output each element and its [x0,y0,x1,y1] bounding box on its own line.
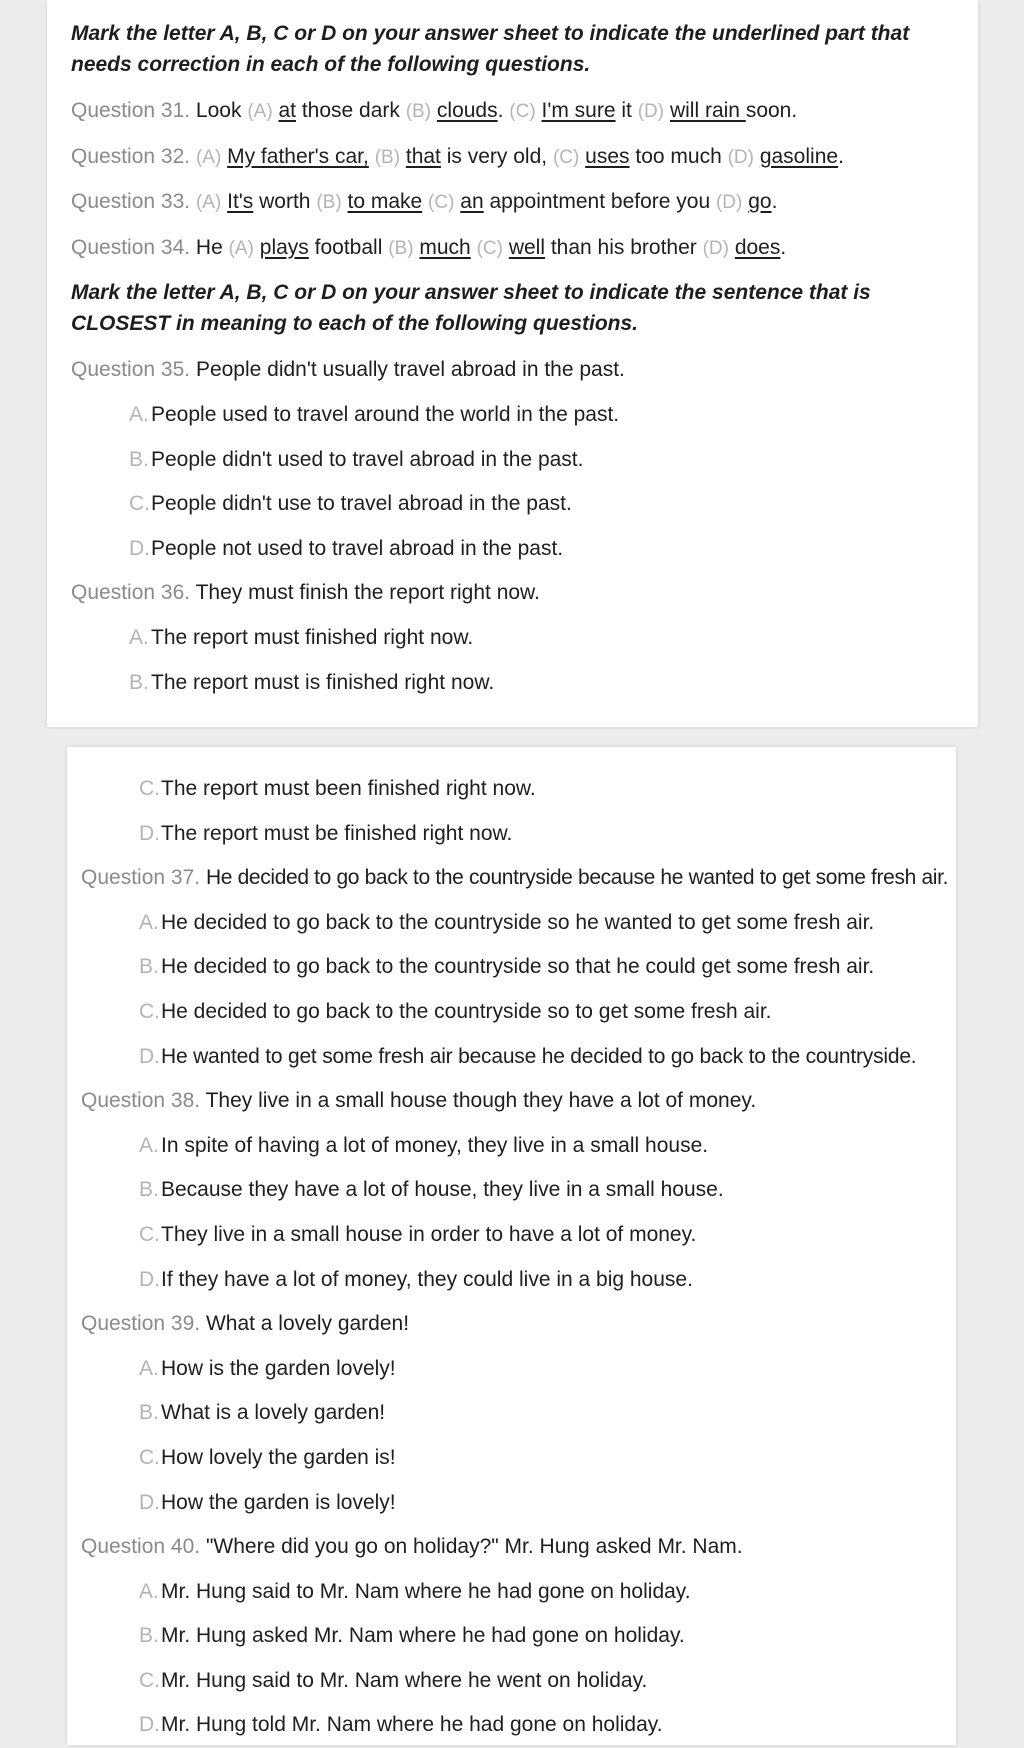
question-number: Question 33. [71,190,191,214]
option-marker: (D) [715,192,743,214]
question-text-segment: . [838,144,844,168]
underlined-part: at [278,99,296,122]
option-letter: D. [139,1267,160,1291]
question-text-segment: soon. [745,99,798,122]
question-36-option-b [71,661,954,706]
underlined-part: much [419,235,471,259]
question-number: Question 34. [71,235,191,259]
underlined-part: clouds [436,99,498,122]
option-text: If they have a lot of money, they could live in a big house. [161,1267,693,1291]
question-text-segment: appointment before you [483,190,716,214]
question-37-option-c [81,990,942,1035]
question-40-option-d [81,1703,942,1748]
question-39-option-d [81,1481,942,1526]
option-text: He decided to go back to the countryside so he wanted to get some fresh air. [161,910,875,934]
option-text: They live in a small house in order to have a lot of money. [161,1222,697,1246]
question-35-option-d [71,527,954,572]
option-letter: D. [139,1490,160,1514]
option-text: People not used to travel abroad in the past. [151,536,564,560]
question-text-segment: Look [190,99,248,122]
question-40-option-c [81,1659,942,1704]
underlined-part: to make [347,190,423,214]
question-number: Question 36. [71,581,191,605]
option-text: People didn't used to travel abroad in the past. [151,447,584,471]
underlined-part: that [405,144,441,168]
option-letter: D. [139,821,160,845]
question-39-option-c [81,1436,942,1481]
option-marker: (B) [374,146,401,168]
question-38-option-b [81,1168,942,1213]
option-text: The report must been finished right now. [161,777,536,800]
option-letter: C. [139,999,160,1023]
question-39-option-a [81,1347,942,1392]
question-33 [71,180,954,226]
question-35-option-b [71,438,954,483]
question-40-option-a [81,1570,942,1615]
option-text: Mr. Hung said to Mr. Nam where he went on holiday. [161,1668,648,1692]
option-marker: (A) [228,237,254,259]
option-text: How the garden is lovely! [161,1490,396,1514]
option-text: He wanted to get some fresh air because he decided to go back to the countryside. [161,1044,917,1068]
question-36-option-c [81,767,942,812]
question-text: What a lovely garden! [205,1312,410,1336]
underlined-part: well [508,235,545,259]
page-panel-top [47,0,978,727]
underlined-part: will rain [669,99,746,122]
question-37-option-a [81,901,942,946]
question-parts [190,99,797,122]
option-text: Mr. Hung told Mr. Nam where he had gone on holiday. [161,1713,663,1737]
option-letter: D. [139,1713,160,1737]
option-marker: (D) [702,237,729,259]
option-text: He decided to go back to the countryside so that he could get some fresh air. [161,955,875,979]
option-marker: (C) [509,101,536,122]
option-text: People used to travel around the world in the past. [151,402,620,426]
question-text-segment: worth [253,190,317,214]
question-31 [71,89,954,135]
question-text: They must finish the report right now. [195,581,540,605]
option-text: Because they have a lot of house, they live in a small house. [161,1178,724,1202]
option-marker: (A) [195,192,222,214]
underlined-part: I'm sure [541,99,616,122]
question-35 [71,348,954,393]
option-text: In spite of having a lot of money, they live in a small house. [161,1133,709,1157]
instruction-closest-meaning: Mark the letter A, B, C or D on your answer sheet to indicate the sentence that is CLOSEST in meaning to each of the following questions. [71,281,871,336]
option-marker: (A) [195,146,222,168]
underlined-part: My father's car, [227,144,369,168]
option-text: How lovely the garden is! [161,1445,396,1469]
question-text-segment: He [190,235,229,259]
option-marker: (B) [388,237,414,259]
option-marker: (B) [316,192,342,214]
option-letter: A. [139,1579,159,1603]
option-letter: A. [129,625,149,649]
option-marker: (B) [405,101,432,122]
option-letter: C. [139,777,160,800]
option-letter: C. [139,1222,160,1246]
option-letter: B. [129,670,149,694]
option-marker: (A) [247,101,273,122]
question-35-option-c [71,482,954,527]
question-number: Question 35. [71,358,191,382]
underlined-part: an [460,190,484,214]
question-number: Question 40. [81,1535,201,1559]
option-marker: (C) [552,146,580,168]
question-39-option-b [81,1391,942,1436]
question-parts [190,236,786,259]
option-letter: D. [139,1044,160,1068]
option-marker: (D) [727,146,754,168]
option-letter: C. [129,492,150,516]
question-number: Question 39. [81,1312,201,1336]
option-marker: (C) [428,192,455,214]
option-text: How is the garden lovely! [161,1356,396,1380]
question-text: "Where did you go on holiday?" Mr. Hung asked Mr. Nam. [205,1535,743,1559]
question-40-option-b [81,1614,942,1659]
option-text: What is a lovely garden! [161,1401,386,1425]
question-text: People didn't usually travel abroad in the past. [195,358,625,382]
question-37-option-d [81,1035,942,1080]
option-letter: B. [139,955,159,979]
option-text: Mr. Hung said to Mr. Nam where he had gone on holiday. [161,1579,691,1603]
question-number: Question 32. [71,144,191,168]
question-text-segment: than his brother [545,235,703,259]
question-text: They live in a small house though they have a lot of money. [205,1089,757,1113]
question-text-segment: it [615,99,638,122]
option-text: He decided to go back to the countryside so to get some fresh air. [161,999,772,1023]
question-38-option-c [81,1213,942,1258]
option-marker: (C) [476,237,503,259]
question-text-segment: . [780,235,787,259]
question-40 [81,1525,942,1570]
question-38-option-d [81,1258,942,1303]
question-text-segment: too much [629,144,728,168]
question-39 [81,1302,942,1347]
instruction-error-correction: Mark the letter A, B, C or D on your answer sheet to indicate the underlined part that needs correction in each of the following questions. [71,22,910,76]
option-text: People didn't use to travel abroad in the past. [151,492,572,516]
underlined-part: does [734,235,781,259]
option-letter: A. [139,910,159,934]
option-text: The report must is finished right now. [151,670,495,694]
option-letter: B. [139,1401,159,1425]
question-37-option-b [81,945,942,990]
question-text: He decided to go back to the countryside because he wanted to get some fresh air. [205,866,949,890]
question-38-option-a [81,1124,942,1169]
question-38 [81,1079,942,1124]
question-text-segment: is very old, [440,144,553,168]
question-36-option-a [71,616,954,661]
question-text-segment: . [771,190,778,214]
option-letter: D. [129,536,150,560]
underlined-part: gasoline [759,144,839,168]
option-letter: A. [139,1133,159,1157]
question-37 [81,856,949,901]
question-number: Question 38. [81,1089,201,1113]
option-letter: A. [139,1356,159,1380]
question-text-segment: those dark [296,99,406,122]
option-text: The report must finished right now. [151,625,474,649]
question-parts [190,145,844,168]
question-number: Question 37. [81,866,201,890]
option-text: Mr. Hung asked Mr. Nam where he had gone on holiday. [161,1624,685,1648]
question-parts [190,190,777,213]
page-panel-bottom [67,747,956,1745]
underlined-part: go [748,190,772,214]
question-34 [71,226,954,272]
option-letter: A. [129,402,149,426]
question-number: Question 31. [71,99,191,122]
question-36 [71,571,954,616]
underlined-part: plays [259,235,309,259]
question-35-option-a [71,393,954,438]
option-letter: B. [139,1624,159,1648]
option-marker: (D) [637,101,665,122]
underlined-part: It's [227,190,254,214]
underlined-part: uses [585,144,630,168]
question-32 [71,135,954,181]
question-36-option-d [81,812,942,857]
option-letter: C. [139,1445,160,1469]
option-letter: B. [139,1178,159,1202]
question-text-segment: . [497,99,510,122]
option-letter: B. [129,447,149,471]
question-text-segment: football [308,235,389,259]
option-text: The report must be finished right now. [161,821,513,845]
option-letter: C. [139,1668,160,1692]
